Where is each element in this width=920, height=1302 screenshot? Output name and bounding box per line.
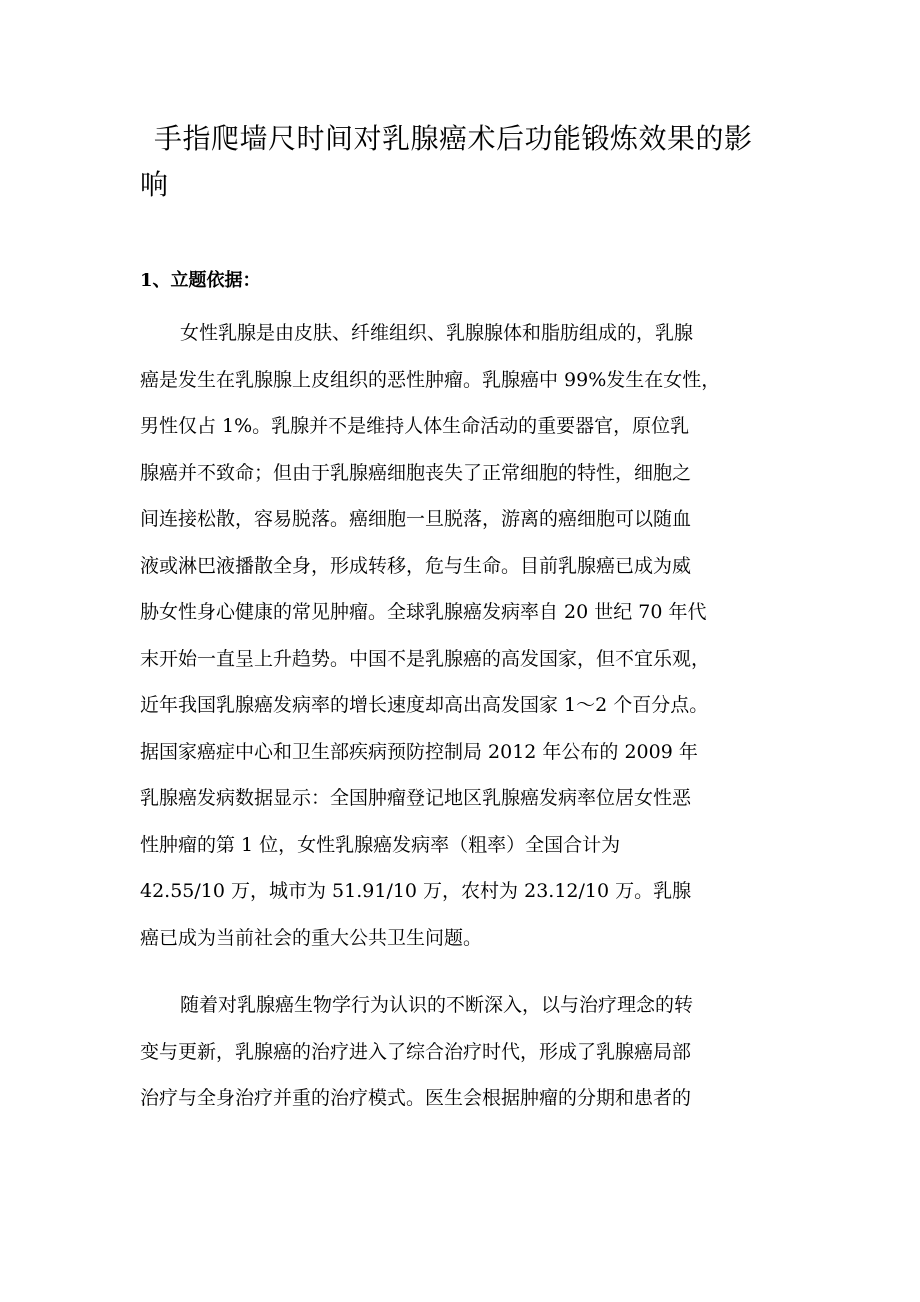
document-title: 手指爬墙尺时间对乳腺癌术后功能锻炼效果的影响 [140, 122, 753, 201]
paragraph-line: 据国家癌症中心和卫生部疾病预防控制局 2012 年公布的 2009 年 [140, 740, 698, 763]
paragraph-line: 男性仅占 1%。乳腺并不是维持人体生命活动的重要器官，原位乳 [140, 415, 690, 437]
paragraph-line: 癌是发生在乳腺腺上皮组织的恶性肿瘤。乳腺癌中 99%发生在女性， [140, 368, 721, 391]
paragraph-line: 液或淋巴液播散全身，形成转移，危与生命。目前乳腺癌已成为威 [140, 554, 692, 577]
paragraph-line: 间连接松散，容易脱落。癌细胞一旦脱落，游离的癌细胞可以随血 [140, 508, 692, 530]
paragraph-1 [140, 310, 780, 961]
paragraph-line: 治疗与全身治疗并重的治疗模式。医生会根据肿瘤的分期和患者的 [140, 1087, 692, 1109]
paragraph-line: 变与更新，乳腺癌的治疗进入了综合治疗时代，形成了乳腺癌局部 [140, 1040, 692, 1063]
paragraph-line: 乳腺癌发病数据显示：全国肿瘤登记地区乳腺癌发病率位居女性恶 [140, 787, 692, 809]
paragraph-line: 末开始一直呈上升趋势。中国不是乳腺癌的高发国家，但不宜乐观， [140, 647, 711, 670]
paragraph-line: 随着对乳腺癌生物学行为认识的不断深入，以与治疗理念的转 [180, 994, 694, 1016]
paragraph-line: 女性乳腺是由皮肤、纤维组织、乳腺腺体和脂肪组成的，乳腺 [180, 322, 694, 344]
paragraph-2 [140, 982, 780, 1122]
paragraph-line: 胁女性身心健康的常见肿瘤。全球乳腺癌发病率自 20 世纪 70 年代 [140, 601, 707, 623]
paragraph-line: 癌已成为当前社会的重大公共卫生问题。 [140, 926, 483, 949]
paragraph-line: 性肿瘤的第 1 位，女性乳腺癌发病率（粗率）全国合计为 [140, 833, 621, 856]
paragraph-line: 腺癌并不致命；但由于乳腺癌细胞丧失了正常细胞的特性，细胞之 [140, 461, 692, 484]
paragraph-line: 42.55/10 万，城市为 51.91/10 万，农村为 23.12/10 万。乳腺 [140, 880, 692, 902]
paragraph-line: 近年我国乳腺癌发病率的增长速度却高出高发国家 1～2 个百分点。 [140, 694, 709, 716]
section-heading: 1、立题依据： [140, 270, 261, 291]
